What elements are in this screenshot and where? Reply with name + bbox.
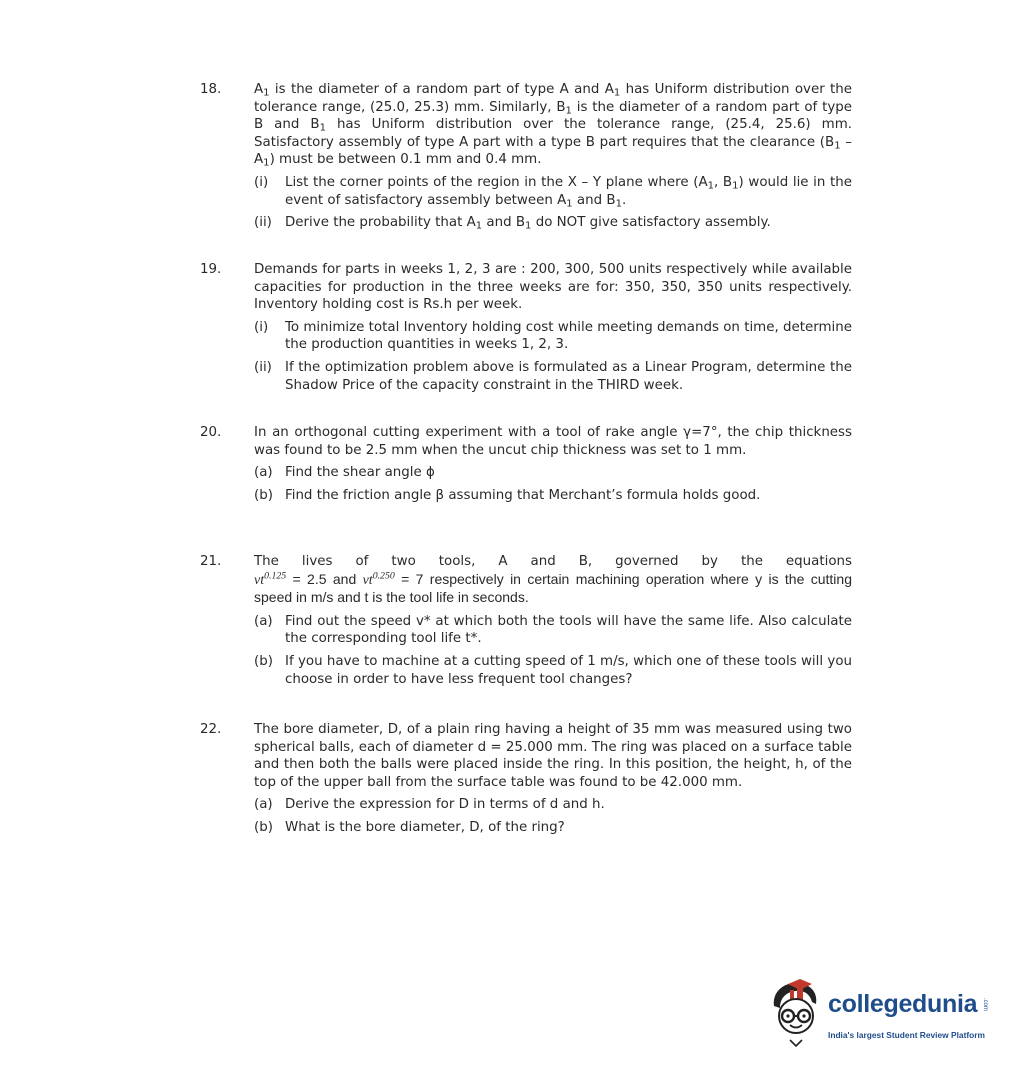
question-22 bbox=[200, 721, 852, 837]
subpart-label: (a) bbox=[254, 613, 273, 629]
subpart bbox=[254, 796, 852, 814]
subpart-label: (i) bbox=[254, 174, 269, 190]
subpart-text: Find the shear angle ϕ bbox=[285, 465, 435, 481]
subpart bbox=[254, 487, 852, 505]
subpart-label: (b) bbox=[254, 487, 273, 503]
question-number: 20. bbox=[200, 425, 222, 440]
subpart-text: If the optimization problem above is formulated as a Linear Program, determine the Shadow Price of the capacity constraint in the THIRD week. bbox=[285, 359, 852, 393]
subpart-text: Find the friction angle β assuming that Merchant’s formula holds good. bbox=[285, 487, 761, 503]
brand-name: collegedunia bbox=[828, 990, 978, 1018]
collegedunia-logo bbox=[766, 978, 996, 1053]
subpart bbox=[254, 359, 852, 394]
subpart bbox=[254, 819, 852, 837]
subpart-label: (ii) bbox=[254, 215, 272, 231]
subpart-text: Derive the expression for D in terms of d and h. bbox=[285, 797, 605, 813]
subpart-label: (b) bbox=[254, 819, 273, 835]
question-number: 18. bbox=[200, 82, 222, 97]
subpart bbox=[254, 174, 852, 209]
subpart bbox=[254, 214, 852, 232]
question-number: 19. bbox=[200, 262, 222, 277]
subpart-text: What is the bore diameter, D, of the ring? bbox=[285, 819, 565, 835]
subpart-text: If you have to machine at a cutting speed of 1 m/s, which one of these tools will you choose in order to have less frequent tool changes? bbox=[285, 653, 852, 687]
subpart-label: (ii) bbox=[254, 359, 272, 375]
subpart-text: To minimize total Inventory holding cost while meeting demands on time, determine the production quantities in weeks 1, 2, 3. bbox=[285, 319, 852, 353]
equation-1: $vt^{0.125}$ bbox=[254, 570, 287, 588]
subpart-label: (i) bbox=[254, 319, 269, 335]
question-text: $A_1$ is the diameter of a random part of type A and $A_1$ has Uniform distribution over the tolerance range, (25.0, 25.3) mm. Similarly, $B_1$ is the diameter of a random part of type B and $B_1$ has Uniform distribution over the tolerance range, (25.4, 25.6) mm. Satisfactory assembly of type A part with a type B part requires that the clearance $(B_1 - A_1)$ must be between 0.1 mm and 0.4 mm. bbox=[254, 82, 853, 169]
question-number: 21. bbox=[200, 554, 222, 569]
question-text: The bore diameter, D, of a plain ring having a height of 35 mm was measured using two spherical balls, each of diameter d = 25.000 mm. The ring was placed on a surface table and then both the balls were placed inside the ring. In this position, the height, h, of the top of the upper ball from the surface table was found to be 42.000 mm. bbox=[254, 722, 852, 790]
subpart bbox=[254, 613, 852, 648]
equation-2: $vt^{0.250}$ bbox=[362, 570, 395, 588]
subpart-text: Derive the probability that $A_1$ and $B_1$ do NOT give satisfactory assembly. bbox=[285, 215, 771, 232]
subpart-text: List the corner points of the region in the X – Y plane where ($A_1$, $B_1$) would lie in the event of satisfactory assembly between $A_1$ and $B_1$. bbox=[285, 174, 853, 210]
subpart-label: (a) bbox=[254, 797, 273, 813]
mascot-icon bbox=[766, 978, 826, 1050]
question-18 bbox=[200, 81, 852, 232]
question-20 bbox=[200, 424, 852, 504]
question-19 bbox=[200, 261, 852, 394]
subpart-label: (b) bbox=[254, 653, 273, 669]
brand-dotcom: .com bbox=[982, 998, 988, 1012]
subpart bbox=[254, 464, 852, 482]
question-text: In an orthogonal cutting experiment with a tool of rake angle γ=7°, the chip thickness was found to be 2.5 mm when the uncut chip thickness was set to 1 mm. bbox=[254, 425, 852, 458]
subpart bbox=[254, 653, 852, 688]
subpart bbox=[254, 319, 852, 354]
question-21 bbox=[200, 553, 852, 688]
question-text: The lives of two tools, A and B, governed by the equations $vt^{0.125} = 2.5$ and $vt^{0.250} = 7$ respectively in certain machining operation where y is the cutting speed in m/s and t is the tool life in seconds. bbox=[254, 554, 852, 606]
brand-tagline: India's largest Student Review Platform bbox=[828, 1030, 985, 1040]
question-number: 22. bbox=[200, 722, 222, 737]
question-text: Demands for parts in weeks 1, 2, 3 are : 200, 300, 500 units respectively while available capacities for production in the three weeks are for: 350, 350, 350 units respectively. Inventory holding cost is Rs.h per week. bbox=[254, 262, 852, 313]
subpart-text: Find out the speed v* at which both the tools will have the same life. Also calculate the corresponding tool life t*. bbox=[285, 613, 852, 647]
subpart-label: (a) bbox=[254, 465, 273, 481]
